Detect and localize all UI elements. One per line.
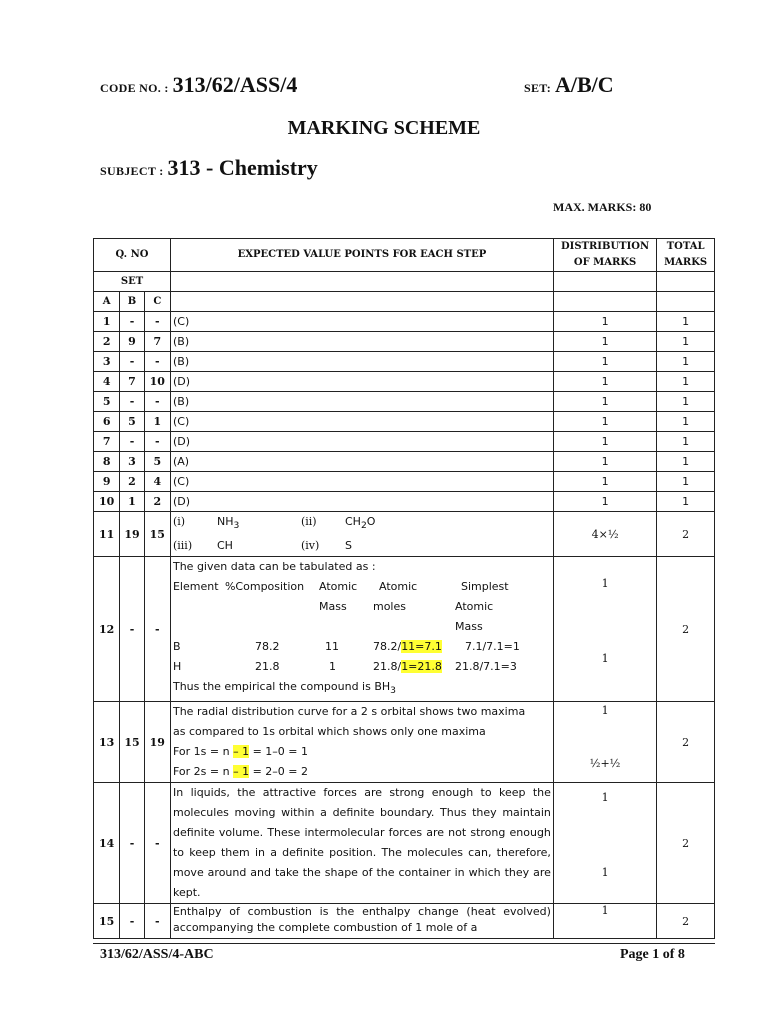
header-total: TOTAL MARKS [657, 239, 715, 272]
table-row [94, 557, 715, 702]
q-number-b: 15 [120, 702, 144, 783]
answer-cell: (B) [170, 352, 553, 372]
distribution-cell: 1 [553, 312, 656, 332]
total-cell: 1 [657, 352, 715, 372]
total-cell: 1 [657, 492, 715, 512]
q-number-b: - [120, 312, 144, 332]
total-cell: 1 [657, 372, 715, 392]
q13-line-3-suffix: = 1–0 = 1 [249, 745, 308, 759]
q-number-a: 8 [94, 452, 120, 472]
q-number-c: - [144, 432, 170, 452]
q-number-c: 5 [144, 452, 170, 472]
q-number-c: - [144, 352, 170, 372]
q12-b-composition: 78.2 [254, 640, 280, 654]
q11-i-formula: NH [216, 515, 234, 528]
q11-iv-value: S [344, 539, 352, 553]
q13-line-3-highlight: – 1 [233, 745, 250, 759]
q12-b-moles [373, 637, 455, 657]
q13-content [170, 702, 553, 783]
q-number-a: 7 [94, 432, 120, 452]
q-number-b: - [120, 783, 144, 904]
q-number-b: - [120, 432, 144, 452]
total-cell: 1 [657, 432, 715, 452]
table-row [94, 392, 715, 412]
q-number-a: 6 [94, 412, 120, 432]
subject [100, 155, 318, 181]
set-a: A [94, 292, 120, 312]
q-number-a: 5 [94, 392, 120, 412]
q11-ii-tail: O [366, 515, 376, 528]
set-header: SET [94, 272, 171, 292]
q-number-c: 15 [144, 512, 170, 557]
distribution-cell: 1 [553, 492, 656, 512]
distribution-cell: 1 [553, 472, 656, 492]
table-row [94, 702, 715, 783]
table-row [94, 372, 715, 392]
q12-h-moles [373, 657, 455, 677]
distribution-cell [553, 783, 656, 904]
header-distribution: DISTRIBUTION OF MARKS [553, 239, 656, 272]
q-number-c: - [144, 312, 170, 332]
subject-label: SUBJECT : [100, 164, 164, 178]
answer-cell: (A) [170, 452, 553, 472]
q12-b-mass: 11 [324, 640, 339, 654]
max-marks: MAX. MARKS: 80 [553, 200, 652, 214]
table-row [94, 492, 715, 512]
q11-iii-label: (iii) [172, 539, 193, 553]
table-row [94, 783, 715, 904]
total-cell: 2 [657, 783, 715, 904]
q13-line-4 [173, 762, 551, 782]
q12-data-table [173, 577, 551, 677]
answer-cell: (C) [170, 412, 553, 432]
marking-table [93, 238, 715, 939]
q-number-b: - [120, 904, 144, 939]
q-number-b: 2 [120, 472, 144, 492]
q-number-a: 13 [94, 702, 120, 783]
distribution-cell: 1 [553, 352, 656, 372]
distribution-cell: 1 [553, 432, 656, 452]
answer-cell: (C) [170, 472, 553, 492]
distribution-cell: 1 [553, 392, 656, 412]
q-number-c: 19 [144, 702, 170, 783]
distribution-cell: 1 [553, 904, 656, 939]
table-row [94, 512, 715, 557]
total-cell: 2 [657, 512, 715, 557]
table-row [94, 352, 715, 372]
table-row [94, 904, 715, 939]
distribution-cell: 1 [553, 412, 656, 432]
table-row [94, 472, 715, 492]
answer-cell: (B) [170, 332, 553, 352]
q-number-a: 15 [94, 904, 120, 939]
q13-dist-2: ½+½ [589, 757, 621, 771]
answer-cell: (D) [170, 492, 553, 512]
q-number-c: 10 [144, 372, 170, 392]
header-points: EXPECTED VALUE POINTS FOR EACH STEP [170, 239, 553, 272]
footer-code: 313/62/ASS/4-ABC [100, 947, 214, 962]
table-row [94, 312, 715, 332]
table-row [94, 332, 715, 352]
set-value: A/B/C [555, 72, 614, 97]
total-cell: 1 [657, 392, 715, 412]
q-number-c: - [144, 904, 170, 939]
answer-cell: (D) [170, 432, 553, 452]
q12-conclusion [173, 677, 551, 701]
total-cell: 1 [657, 412, 715, 432]
code-number [100, 72, 297, 98]
header-qno: Q. NO [94, 239, 171, 272]
distribution-cell [553, 702, 656, 783]
total-cell: 1 [657, 312, 715, 332]
q-number-a: 4 [94, 372, 120, 392]
q13-line-4-prefix: For 2s = n [172, 765, 234, 779]
q12-h-moles-prefix: 21.8/ [372, 660, 402, 674]
q12-content [170, 557, 553, 702]
code-value: 313/62/ASS/4 [172, 72, 298, 97]
q11-ii-label: (ii) [300, 515, 317, 528]
q12-element-b: B [172, 640, 181, 654]
distribution-cell: 4×½ [553, 512, 656, 557]
q12-h-moles-highlight: 1=21.8 [401, 660, 442, 674]
q-number-c: - [144, 557, 170, 702]
total-cell: 1 [657, 452, 715, 472]
q11-iii-value: CH [216, 539, 233, 553]
q12-col-composition: %Composition [224, 580, 305, 594]
set-label: SET: [524, 81, 551, 95]
answer-cell: (C) [170, 312, 553, 332]
q14-dist-2: 1 [601, 866, 609, 880]
mcq-rows [94, 312, 715, 512]
q-number-c: 7 [144, 332, 170, 352]
q-number-b: - [120, 557, 144, 702]
q13-line-2: as compared to 1s orbital which shows only one maxima [172, 725, 486, 739]
q12-dist-1: 1 [601, 577, 609, 591]
q11-i-value [217, 512, 301, 536]
q-number-b: 3 [120, 452, 144, 472]
q-number-a: 2 [94, 332, 120, 352]
q11-i-label: (i) [172, 515, 186, 528]
set-info [524, 72, 614, 98]
table-header-row [94, 239, 715, 272]
q12-col-atomic-moles-2: moles [372, 600, 406, 614]
q11-answers [170, 512, 553, 557]
q-number-a: 9 [94, 472, 120, 492]
q11-ii-value [345, 512, 425, 536]
set-row [94, 272, 715, 292]
q-number-a: 14 [94, 783, 120, 904]
answer-cell: (D) [170, 372, 553, 392]
q-number-c: - [144, 392, 170, 412]
total-cell: 1 [657, 332, 715, 352]
total-cell: 2 [657, 557, 715, 702]
q13-line-3 [173, 742, 551, 762]
q12-element-h: H [172, 660, 182, 674]
q-number-c: 1 [144, 412, 170, 432]
q15-content: Enthalpy of combustion is the enthalpy change (heat evolved) accompanying the complete combustion of 1 mole of a [170, 904, 553, 939]
q-number-b: 7 [120, 372, 144, 392]
q12-b-moles-highlight: 11=7.1 [401, 640, 442, 654]
q13-line-4-suffix: = 2–0 = 2 [249, 765, 308, 779]
q11-iv-label: (iv) [300, 539, 320, 553]
total-cell: 2 [657, 702, 715, 783]
q-number-b: - [120, 352, 144, 372]
q-number-c: 2 [144, 492, 170, 512]
q12-col-atomic-moles: Atomic [378, 580, 418, 594]
q-number-b: 19 [120, 512, 144, 557]
q-number-a: 1 [94, 312, 120, 332]
q-number-b: - [120, 392, 144, 412]
total-cell: 1 [657, 472, 715, 492]
q12-col-atomic-mass-2: Mass [318, 600, 347, 614]
q-number-b: 9 [120, 332, 144, 352]
q-number-c: - [144, 783, 170, 904]
q-number-a: 12 [94, 557, 120, 702]
page-number: Page 1 of 8 [620, 947, 685, 962]
q11-ii-subscript: 2 [360, 520, 367, 532]
q12-col-atomic-mass: Atomic [318, 580, 358, 594]
q12-b-moles-prefix: 78.2/ [372, 640, 402, 654]
q12-col-simplest: Simplest [460, 580, 509, 594]
q12-h-simplest: 21.8/7.1=3 [454, 660, 517, 674]
answer-cell: (B) [170, 392, 553, 412]
q12-h-mass: 1 [328, 660, 336, 674]
subject-value: 313 - Chemistry [167, 155, 318, 180]
q13-line-1: The radial distribution curve for a 2 s orbital shows two maxima [172, 705, 526, 719]
q-number-b: 1 [120, 492, 144, 512]
q12-col-simplest-2: Atomic [454, 600, 494, 614]
set-letters-row [94, 292, 715, 312]
set-b: B [120, 292, 144, 312]
q12-h-composition: 21.8 [254, 660, 280, 674]
q-number-a: 10 [94, 492, 120, 512]
q11-ii-formula: CH [344, 515, 361, 528]
q12-col-element: Element [172, 580, 219, 594]
code-label: CODE NO. : [100, 81, 169, 95]
q-number-b: 5 [120, 412, 144, 432]
total-cell: 2 [657, 904, 715, 939]
distribution-cell: 1 [553, 452, 656, 472]
distribution-cell: 1 [553, 332, 656, 352]
distribution-cell: 1 [553, 372, 656, 392]
table-row [94, 412, 715, 432]
q12-conclusion-text: Thus the empirical the compound is BH [172, 680, 391, 694]
q11-i-subscript: 3 [233, 520, 240, 532]
distribution-cell [553, 557, 656, 702]
table-row [94, 452, 715, 472]
footer-rule [93, 943, 715, 944]
q12-conclusion-subscript: 3 [390, 685, 396, 697]
q12-intro: The given data can be tabulated as : [172, 560, 376, 574]
set-c: C [144, 292, 170, 312]
q13-line-3-prefix: For 1s = n [172, 745, 234, 759]
q-number-a: 11 [94, 512, 120, 557]
q14-content: In liquids, the attractive forces are strong enough to keep the molecules moving within a definite boundary. Thus they maintain definite volume. These intermolecular forces are not strong enough to keep them in a definite position. The molecules can, therefore, move around and take the shape of the container in which they are kept. [170, 783, 553, 904]
page-title: MARKING SCHEME [287, 117, 481, 139]
q12-b-simplest: 7.1/7.1=1 [464, 640, 520, 654]
q-number-a: 3 [94, 352, 120, 372]
q13-dist-1: 1 [601, 704, 609, 718]
q-number-c: 4 [144, 472, 170, 492]
table-row [94, 432, 715, 452]
q12-dist-2: 1 [601, 652, 609, 666]
q12-col-simplest-3: Mass [454, 620, 483, 634]
q13-line-4-highlight: – 1 [233, 765, 250, 779]
q14-dist-1: 1 [601, 791, 609, 805]
